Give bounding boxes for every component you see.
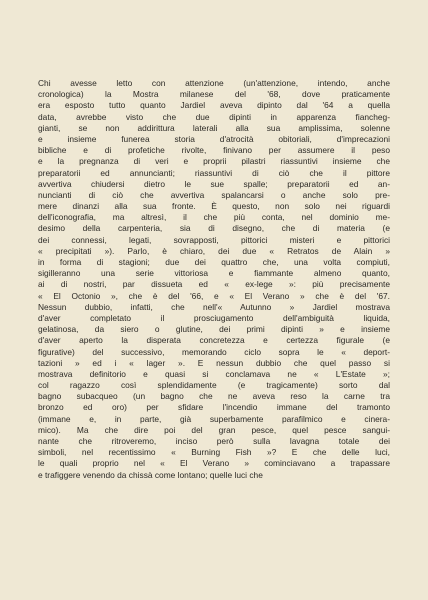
text-line: bronzo ed oro) per sfidare l'incendio immane del tramonto — [38, 402, 390, 413]
body-text — [38, 78, 390, 481]
text-line: dei connessi, legati, sovrapposti, pittorici misteri e pittorici — [38, 234, 390, 245]
text-line: bibliche e di profetiche rivolte, finivano per assumere il peso — [38, 145, 390, 156]
text-line: in forma di stagioni; due dei quattro che, una volta compiuti, — [38, 257, 390, 267]
text-line: preparatorii ed annuncianti; riassuntivi di ciò che il pittore — [38, 167, 390, 178]
text-line: avvertiva chiudersi dietro le sue spalle; preparatorii ed an- — [38, 178, 390, 189]
text-line: e insieme funerea storia d'atrocità obitoriali, d'imprecazioni — [38, 133, 390, 144]
text-line: « precipitati »). Parlo, è chiaro, dei due « Retratos de Alain » — [38, 245, 390, 256]
text-line: desimo della carpenteria, sia di disegno, che di materia (e — [38, 223, 390, 234]
text-line: mere dinanzi alla sua fronte. È questo, non solo nei riguardi — [38, 201, 390, 212]
text-line: Nessun dubbio, infatti, che nell'« Autunno » Jardiel mostrava — [38, 301, 390, 312]
text-line: le quali proprio nel « El Verano » cominciavano a trapassare — [38, 458, 390, 469]
text-line: nante che ritroveremo, inciso però sulla lavagna totale dei — [38, 436, 390, 446]
text-line: d'aver aperto la disperata concretezza e certezza figurale (e — [38, 335, 390, 346]
text-line: ai di nostri, par dissueta ed « ex-lege »: più precisamente — [38, 279, 390, 290]
text-line: cronologica) la Mostra milanese del '68, dove praticamente — [38, 89, 390, 100]
text-line: simboli, nel recentissimo « Burning Fish »? E che delle luci, — [38, 447, 390, 458]
text-line: Chi avesse letto con attenzione (un'attenzione, intendo, anche — [38, 78, 390, 88]
text-line: e la pregnanza di veri e proprii pilastri riassuntivi insieme che — [38, 156, 390, 167]
text-line: mico). Ma che dire poi del gran pesce, quel pesce sangui- — [38, 424, 390, 435]
text-line: tazioni » ed i « lager ». E nessun dubbio che quel passo si — [38, 357, 390, 368]
text-line: (immane e, in parte, già superbamente parafilmico e cinera- — [38, 413, 390, 424]
text-line: gelatinosa, da siero o glutine, dei primi dipinti » e insieme — [38, 324, 390, 335]
text-line: era esposto tutto quanto Jardiel aveva dipinto dal '64 a quella — [38, 100, 390, 111]
text-line: data, avrebbe visto che due dipinti in apparenza fiancheg- — [38, 111, 390, 122]
text-line: nuncianti di ciò che avvertiva spalancarsi o anche solo pre- — [38, 189, 390, 200]
text-line: figurative) del successivo, memorando ciclo sopra le « deport- — [38, 346, 390, 357]
text-line: bagno subacqueo (un bagno che ne aveva reso la carne tra — [38, 391, 390, 402]
text-line: « El Octonio », che è del '66, e « El Verano » che è del '67. — [38, 290, 390, 301]
text-line: d'aver completato il prosciugamento dell'ambiguità liquida, — [38, 312, 390, 323]
text-line: sigilleranno una serie vittoriosa e fiammante almeno quanto, — [38, 268, 390, 279]
text-line: gianti, se non addirittura laterali alla sua amplissima, solenne — [38, 122, 390, 133]
text-line: dell'iconografia, ma altresì, il che più conta, nel dominio me- — [38, 212, 390, 223]
text-line: col ragazzo così splendidamente (e tragicamente) sorto dal — [38, 380, 390, 391]
text-line: e trafiggere venendo da chissà come lontano; quelle luci che — [38, 469, 263, 480]
text-line: mostrava definitorio e quasi si conclamava ne « L'Estate »; — [38, 368, 390, 379]
